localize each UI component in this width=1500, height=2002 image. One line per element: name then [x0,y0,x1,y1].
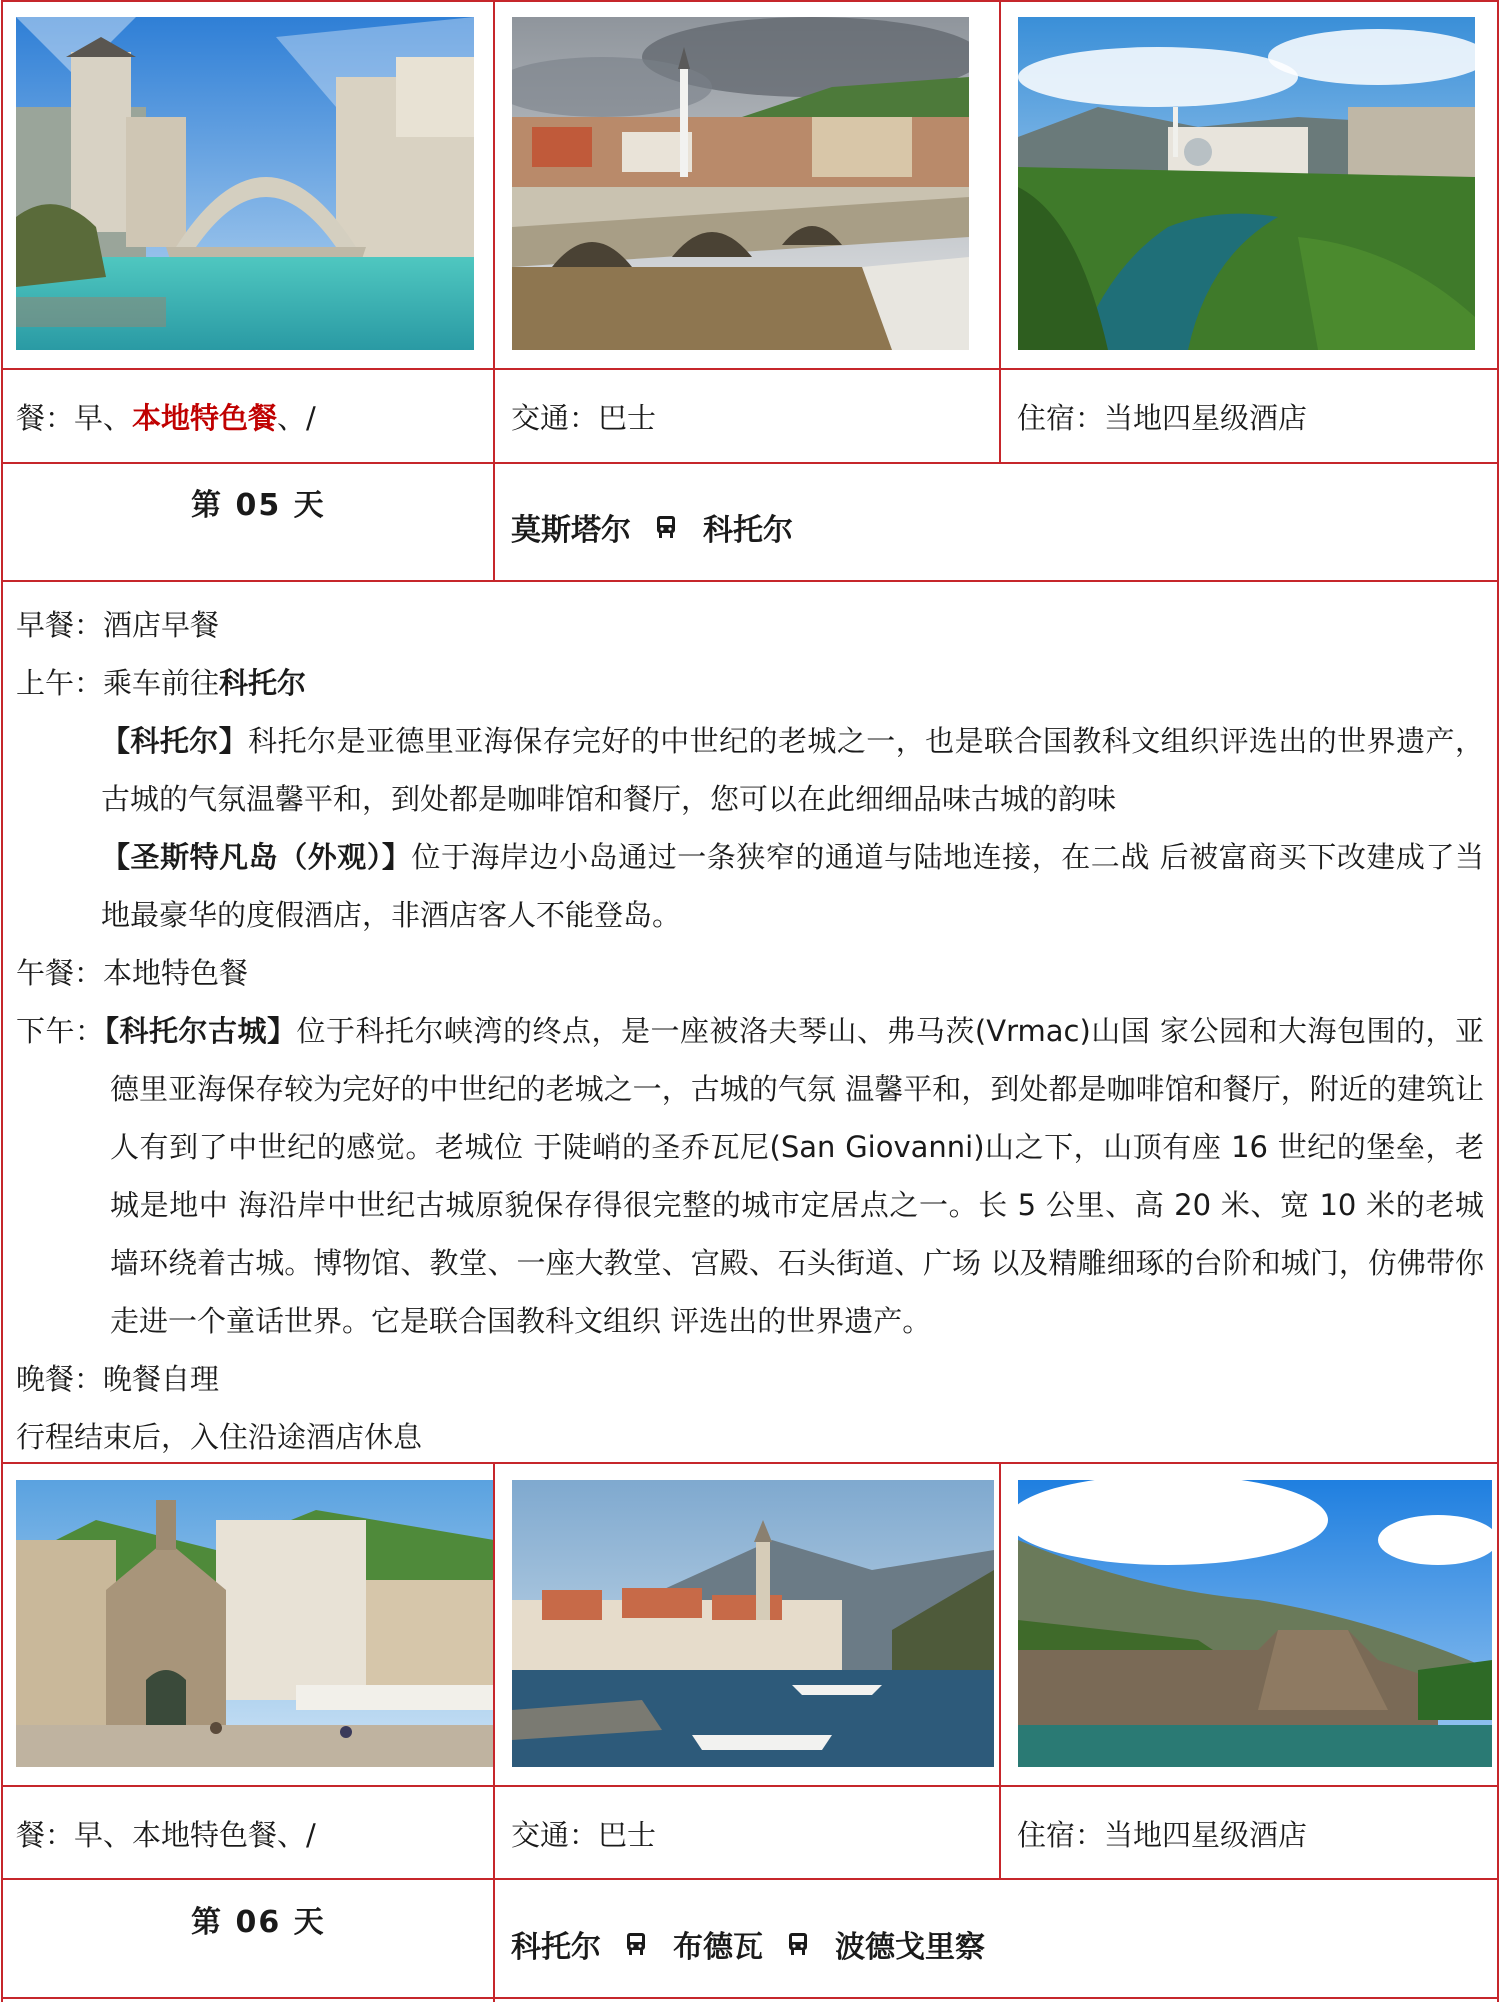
morning-prefix: 上午：乘车前往 [16,666,220,700]
table-border [493,0,495,580]
day6-route [511,1922,985,1966]
table-border [1,368,1499,370]
table-border [1,580,1499,582]
table-border [999,1462,1001,1878]
bus-icon [787,1932,809,1956]
dinner-line: 晚餐：晚餐自理 [16,1362,220,1396]
route-stop: 波德戈里察 [835,1930,985,1965]
photo-river-valley [1018,17,1475,350]
table-border [1,1878,1499,1880]
island-text: 位于海岸边小岛通过一条狭窄的通道与陆地连接，在二战 后被富商买下改建成了当地最豪华的度假酒店，非酒店客人不能登岛。 [101,840,1484,932]
oldtown-text: 位于科托尔峡湾的终点，是一座被洛夫琴山、弗马茨(Vrmac)山国 家公园和大海包围的，亚德里亚海保存较为完好的中世纪的老城之一，古城的气氛 温馨平和，到处都是咖啡馆和餐厅，附近的建筑让人有到了中世纪的感觉。老城位 于陡峭的圣乔瓦尼(San Giovanni)山之下，山顶有座 16 世纪的堡垒，老城是地中 海沿岸中世纪古城原貌保存得很完整的城市定居点之一。长 5 公里、高 20 米、宽 10 米的老城墙环绕着古城。博物馆、教堂、一座大教堂、宫殿、石头街道、广场 以及精雕细琢的台阶和城门，仿佛带你走进一个童话世界。它是联合国教科文组织 评选出的世界遗产。 [110,1014,1484,1338]
island-paragraph [16,828,1484,944]
afternoon-prefix: 下午： [16,1014,105,1048]
itinerary-sheet [1,0,1499,2002]
end-line: 行程结束后，入住沿途酒店休息 [16,1420,423,1454]
bus-icon [625,1932,647,1956]
route-stop: 布德瓦 [673,1930,763,1965]
meals-prefix: 餐：早、 [16,401,133,435]
oldtown-title: 【科托尔古城】 [104,1014,297,1048]
day5-label: 第 05 天 [191,488,326,523]
photo-mostar-old-bridge [16,17,474,350]
table-border [493,1462,495,2002]
photo-kotor-fortress [1018,1480,1492,1767]
day4-transport: 交通：巴士 [511,401,657,435]
route-stop: 科托尔 [511,1930,601,1965]
photo-perast-bay [512,1480,994,1767]
day5-itinerary [16,596,1484,1466]
table-border [1,462,1499,464]
photo-kotor-church [16,1480,494,1767]
kotor-text: 科托尔是亚德里亚海保存完好的中世纪的老城之一，也是联合国教科文组织评选出的世界遗产，古城的气氛温馨平和，到处都是咖啡馆和餐厅，您可以在此细细品味古城的韵味 [101,724,1484,816]
day5-meals: 餐：早、本地特色餐、/ [16,1818,316,1852]
day4-meals [16,398,316,438]
route-stop: 莫斯塔尔 [511,513,631,548]
bus-icon [655,515,677,539]
day6-label: 第 06 天 [191,1905,326,1940]
table-border [1,0,3,2002]
photo-bridge-town [512,17,969,350]
table-border [1497,0,1499,2002]
kotor-title: 【科托尔】 [101,724,249,758]
route-stop: 科托尔 [703,513,793,548]
morning-line [16,654,1484,712]
table-border [1,1462,1499,1464]
morning-destination: 科托尔 [219,666,307,700]
island-title: 【圣斯特凡岛（外观）】 [101,840,412,874]
table-border [1,1997,1499,1999]
table-border [1,0,1499,2]
day5-route [511,505,793,549]
afternoon-paragraph [16,1002,1484,1350]
lunch-line: 午餐：本地特色餐 [16,956,249,990]
day4-hotel: 住宿：当地四星级酒店 [1017,401,1308,435]
breakfast-line: 早餐：酒店早餐 [16,608,220,642]
kotor-paragraph [16,712,1484,828]
day5-transport: 交通：巴士 [511,1818,657,1852]
day5-hotel: 住宿：当地四星级酒店 [1017,1818,1308,1852]
table-border [1,1785,1499,1787]
meals-highlight: 本地特色餐 [132,401,278,435]
table-border [999,0,1001,462]
meals-suffix: 、/ [277,401,316,435]
